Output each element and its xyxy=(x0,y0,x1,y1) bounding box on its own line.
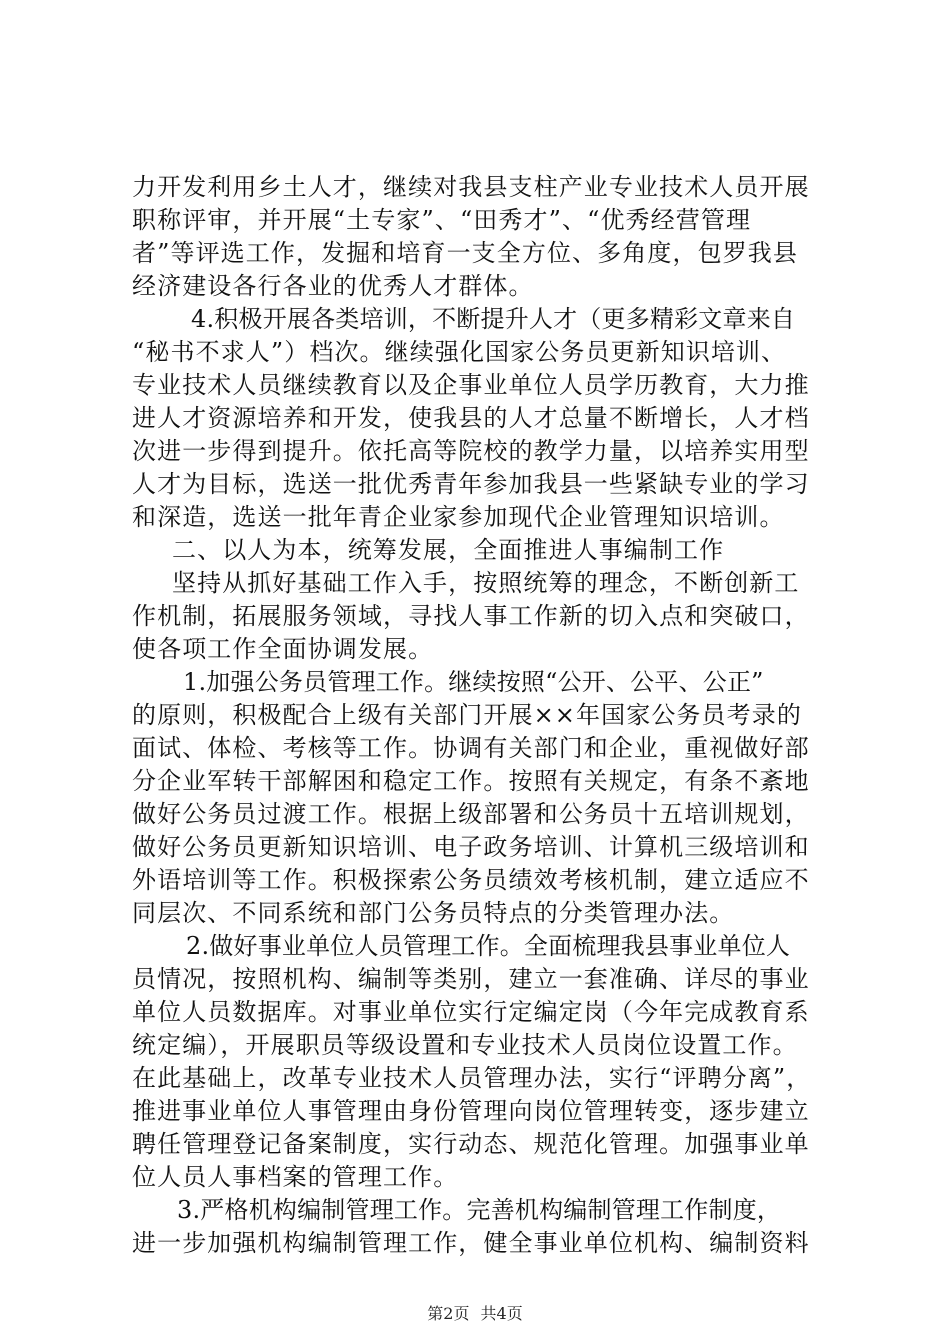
body-line: 聘任管理登记备案制度，实行动态、规范化管理。加强事业单 xyxy=(132,1130,810,1158)
body-line: 外语培训等工作。积极探索公务员绩效考核机制，建立适应不 xyxy=(132,866,810,894)
item-heading: 4.积极开展各类培训，不断提升人才（更多精彩文章来自 xyxy=(191,305,796,333)
body-line: 员情况，按照机构、编制等类别，建立一套准确、详尽的事业 xyxy=(132,965,810,993)
section-heading: 二、以人为本，统筹发展，全面推进人事编制工作 xyxy=(172,536,725,564)
body-line: 人才为目标，选送一批优秀青年参加我县一些紧缺专业的学习 xyxy=(132,470,810,498)
body-line: “秘书不求人”）档次。继续强化国家公务员更新知识培训、 xyxy=(132,338,787,366)
body-line: 做好公务员更新知识培训、电子政务培训、计算机三级培训和 xyxy=(132,833,810,861)
body-line: 同层次、不同系统和部门公务员特点的分类管理办法。 xyxy=(132,899,735,927)
body-line: 分企业军转干部解困和稳定工作。按照有关规定，有条不紊地 xyxy=(132,767,810,795)
body-line: 面试、体检、考核等工作。协调有关部门和企业，重视做好部 xyxy=(132,734,810,762)
body-line: 进一步加强机构编制管理工作，健全事业单位机构、编制资料 xyxy=(132,1229,810,1257)
body-line: 职称评审，并开展“土专家”、“田秀才”、“优秀经营管理 xyxy=(132,206,752,234)
body-line: 经济建设各行各业的优秀人才群体。 xyxy=(132,272,534,300)
item-heading: 1.加强公务员管理工作。继续按照“公开、公平、公正” xyxy=(183,668,764,696)
body-line: 统定编），开展职员等级设置和专业技术人员岗位设置工作。 xyxy=(132,1031,798,1059)
body-line: 者”等评选工作，发掘和培育一支全方位、多角度，包罗我县 xyxy=(132,239,798,267)
body-line: 做好公务员过渡工作。根据上级部署和公务员十五培训规划， xyxy=(132,800,810,828)
body-line: 和深造，选送一批年青企业家参加现代企业管理知识培训。 xyxy=(132,503,785,531)
body-line: 单位人员数据库。对事业单位实行定编定岗（今年完成教育系 xyxy=(132,998,810,1026)
body-line: 在此基础上，改革专业技术人员管理办法，实行“评聘分离”， xyxy=(132,1064,812,1092)
body-line: 推进事业单位人事管理由身份管理向岗位管理转变，逐步建立 xyxy=(132,1097,810,1125)
body-line: 位人员人事档案的管理工作。 xyxy=(132,1163,459,1191)
body-line: 使各项工作全面协调发展。 xyxy=(132,635,434,663)
body-line: 作机制，拓展服务领域，寻找人事工作新的切入点和突破口， xyxy=(132,602,810,630)
page-total: 共4页 xyxy=(480,1304,523,1323)
body-line: 专业技术人员继续教育以及企事业单位人员学历教育，大力推 xyxy=(132,371,810,399)
page-footer xyxy=(0,1304,950,1324)
body-line: 的原则，积极配合上级有关部门开展××年国家公务员考录的 xyxy=(132,701,802,729)
item-heading: 3.严格机构编制管理工作。完善机构编制管理工作制度， xyxy=(177,1196,782,1224)
body-line: 坚持从抓好基础工作入手，按照统筹的理念，不断创新工 xyxy=(172,569,800,597)
page-number: 第2页 xyxy=(427,1304,470,1323)
body-line: 次进一步得到提升。依托高等院校的教学力量，以培养实用型 xyxy=(132,437,810,465)
body-line: 力开发利用乡土人才，继续对我县支柱产业专业技术人员开展 xyxy=(132,173,810,201)
body-line: 进人才资源培养和开发，使我县的人才总量不断增长，人才档 xyxy=(132,404,810,432)
item-heading: 2.做好事业单位人员管理工作。全面梳理我县事业单位人 xyxy=(186,932,791,960)
